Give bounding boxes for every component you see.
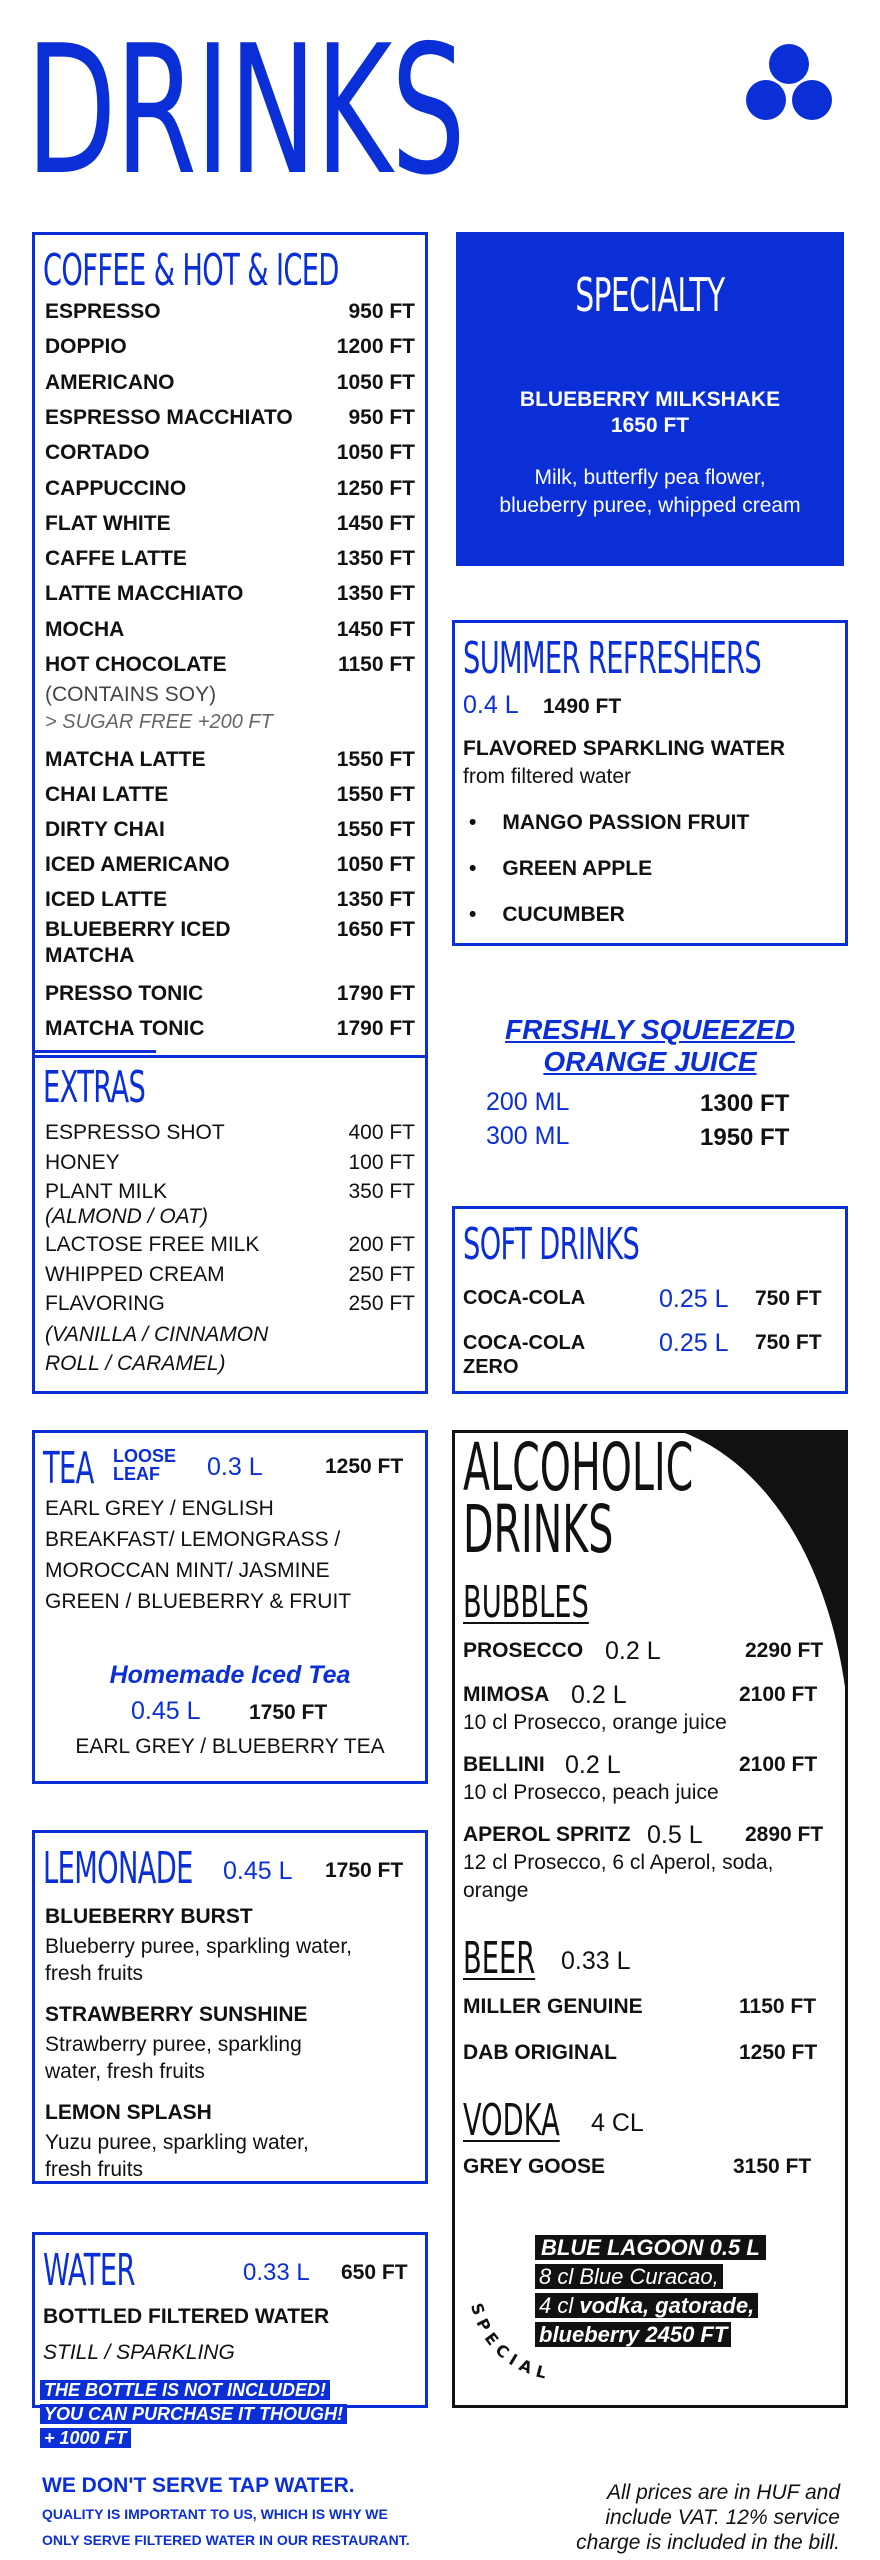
size: 0.25 L (659, 1285, 729, 1313)
tap-water-sub: ONLY SERVE FILTERED WATER IN OUR RESTAURANT. (42, 2532, 410, 2548)
lemonade-section (32, 1830, 428, 2184)
soft-title: SOFT DRINKS (463, 1219, 640, 1270)
tea-title: TEA (43, 1443, 94, 1494)
menu-item: MATCHA TONIC 1790 FT (45, 1017, 415, 1040)
extras-section (32, 1052, 428, 1394)
menu-item: ICED LATTE 1350 FT (45, 888, 415, 911)
lemonade-desc: Strawberry puree, sparkling (45, 2033, 302, 2056)
coffee-section (32, 232, 428, 1058)
menu-item: CORTADO 1050 FT (45, 441, 415, 465)
menu-item: CAFFE LATTE 1350 FT (45, 547, 415, 571)
summer-sub: from filtered water (463, 765, 632, 788)
specialty-section (456, 232, 844, 566)
menu-item: BELLINI (463, 1753, 545, 1776)
special-stamp (459, 2295, 599, 2395)
specialty-desc: Milk, butterfly pea flower, (534, 466, 766, 489)
specialty-name: BLUEBERRY MILKSHAKE (519, 388, 781, 411)
iced-tea-price: 1750 FT (249, 1701, 328, 1724)
menu-item: HONEY 100 FT (45, 1150, 415, 1174)
water-type: STILL / SPARKLING (43, 2341, 235, 2364)
menu-item: PRESSO TONIC 1790 FT (45, 982, 415, 1005)
iced-tea-flavors: EARL GREY / BLUEBERRY TEA (75, 1735, 385, 1758)
lemonade-item: BLUEBERRY BURST (45, 1905, 253, 1928)
tea-flavors: GREEN / BLUEBERRY & FRUIT (45, 1590, 352, 1613)
oj-size: 200 ML (486, 1088, 570, 1116)
menu-item: COCA-COLA (463, 1287, 586, 1309)
lemonade-desc: Yuzu puree, sparkling water, (45, 2131, 309, 2154)
water-name: BOTTLED FILTERED WATER (43, 2305, 330, 2328)
size: 0.5 L (647, 1821, 703, 1849)
size: 0.2 L (605, 1637, 661, 1665)
price-note: All prices are in HUF and include VAT. 12% service charge is included in the bill. (576, 2481, 840, 2554)
tap-water-note: WE DON'T SERVE TAP WATER. (42, 2474, 355, 2497)
price: 2890 FT (745, 1823, 824, 1846)
size: 0.2 L (571, 1681, 627, 1709)
flavor-item: • GREEN APPLE (469, 857, 653, 880)
lemonade-item: LEMON SPLASH (45, 2101, 212, 2124)
specialty-desc: blueberry puree, whipped cream (499, 494, 801, 517)
specialty-title: SPECIALTY (575, 268, 725, 322)
special-label: SPECIAL (466, 2300, 555, 2385)
oj-title: FRESHLY SQUEEZED (505, 1014, 795, 1045)
menu-item: DOPPIO 1200 FT (45, 335, 415, 359)
page-title: DRINKS (26, 7, 465, 214)
menu-item: HOT CHOCOLATE 1150 FT (45, 653, 415, 676)
sugar-free-note: > SUGAR FREE +200 FT (45, 711, 273, 733)
price: 750 FT (755, 1331, 822, 1354)
plant-milk-note: (ALMOND / OAT) (45, 1205, 208, 1228)
desc: orange (463, 1879, 529, 1902)
lemonade-desc: Blueberry puree, sparkling water, (45, 1935, 352, 1958)
bottle-note: THE BOTTLE IS NOT INCLUDED! YOU CAN PURCHASE IT THOUGH! + 1000 FT (40, 2378, 347, 2450)
summer-price: 1490 FT (543, 695, 622, 718)
lemonade-desc: fresh fruits (45, 1962, 144, 1985)
lemonade-desc: fresh fruits (45, 2158, 144, 2181)
price: 750 FT (755, 1287, 822, 1310)
oj-price: 1950 FT (700, 1124, 790, 1151)
vodka-title: VODKA (463, 2095, 560, 2146)
lemonade-size: 0.45 L (223, 1857, 293, 1885)
iced-tea-size: 0.45 L (131, 1697, 201, 1725)
size: 0.25 L (659, 1329, 729, 1357)
menu-item: BLUEBERRY ICED MATCHA 1650 FT (45, 918, 415, 967)
menu-item: ICED AMERICANO 1050 FT (45, 853, 415, 876)
iced-tea-title: Homemade Iced Tea (109, 1661, 351, 1689)
menu-item: PLANT MILK 350 FT (45, 1180, 415, 1203)
oj-size: 300 ML (486, 1122, 570, 1150)
summer-size: 0.4 L (463, 691, 519, 719)
menu-item: MOCHA 1450 FT (45, 617, 415, 641)
menu-item: CHAI LATTE 1550 FT (45, 783, 415, 806)
desc: 12 cl Prosecco, 6 cl Aperol, soda, (463, 1851, 774, 1874)
lemonade-title: LEMONADE (43, 1843, 193, 1894)
vodka-size: 4 CL (591, 2109, 644, 2137)
logo-icon (744, 40, 834, 124)
desc: 10 cl Prosecco, peach juice (463, 1781, 719, 1804)
menu-item: ESPRESSO 950 FT (45, 300, 415, 323)
oj-title: ORANGE JUICE (543, 1046, 757, 1077)
menu-item: DAB ORIGINAL (463, 2041, 617, 2064)
soft-section (452, 1206, 848, 1394)
tea-flavors: EARL GREY / ENGLISH (45, 1497, 274, 1520)
specialty-price: 1650 FT (610, 414, 690, 437)
lemonade-price: 1750 FT (325, 1859, 404, 1882)
menu-item: GREY GOOSE (463, 2155, 605, 2178)
desc: 10 cl Prosecco, orange juice (463, 1711, 727, 1734)
menu-item: APEROL SPRITZ (463, 1823, 631, 1846)
water-price: 650 FT (341, 2261, 408, 2284)
beer-size: 0.33 L (561, 1947, 631, 1975)
menu-item: FLAVORING 250 FT (45, 1292, 415, 1315)
tea-section (32, 1430, 428, 1784)
menu-item: LACTOSE FREE MILK 200 FT (45, 1233, 415, 1256)
price: 2100 FT (739, 1753, 818, 1776)
menu-item: LATTE MACCHIATO 1350 FT (45, 582, 415, 606)
tea-flavors: BREAKFAST/ LEMONGRASS / (45, 1528, 341, 1551)
flavor-item: • MANGO PASSION FRUIT (469, 811, 750, 834)
tea-price: 1250 FT (325, 1455, 404, 1478)
menu-item: DIRTY CHAI 1550 FT (45, 818, 415, 841)
price: 2290 FT (745, 1639, 824, 1662)
menu-item: MILLER GENUINE (463, 1995, 643, 2018)
hot-choc-note: (CONTAINS SOY) (45, 683, 217, 706)
menu-item: CAPPUCCINO 1250 FT (45, 476, 415, 500)
flavor-note: ROLL / CARAMEL) (45, 1352, 226, 1375)
flavor-note: (VANILLA / CINNAMON (45, 1323, 269, 1346)
coffee-title: COFFEE & HOT & ICED (43, 245, 339, 296)
price: 3150 FT (733, 2155, 812, 2178)
menu-item: ESPRESSO MACCHIATO 950 FT (45, 405, 415, 429)
svg-text:SPECIAL (467, 2301, 554, 2384)
menu-item: AMERICANO 1050 FT (45, 370, 415, 394)
price: 1150 FT (739, 1995, 817, 2018)
lemonade-item: STRAWBERRY SUNSHINE (45, 2003, 308, 2026)
water-title: WATER (43, 2245, 135, 2296)
tap-water-sub: QUALITY IS IMPORTANT TO US, WHICH IS WHY WE (42, 2506, 388, 2522)
tea-size: 0.3 L (207, 1453, 263, 1481)
tea-flavors: MOROCCAN MINT/ JASMINE (45, 1559, 330, 1582)
price: 1250 FT (739, 2041, 818, 2064)
menu-item: WHIPPED CREAM 250 FT (45, 1262, 415, 1286)
extras-title: EXTRAS (43, 1062, 146, 1113)
water-size: 0.33 L (243, 2259, 310, 2286)
summer-title: SUMMER REFRESHERS (463, 633, 762, 684)
menu-item: MATCHA LATTE 1550 FT (45, 748, 415, 771)
oj-section (452, 1010, 848, 1160)
alcohol-title: ALCOHOLIC DRINKS (463, 1430, 694, 1568)
alcohol-section (452, 1430, 848, 2408)
price: 2100 FT (739, 1683, 818, 1706)
menu-item: PROSECCO (463, 1639, 584, 1662)
menu-item: ESPRESSO SHOT 400 FT (45, 1121, 415, 1144)
menu-item: MIMOSA (463, 1683, 550, 1706)
oj-price: 1300 FT (700, 1090, 790, 1117)
size: 0.2 L (565, 1751, 621, 1779)
lemonade-desc: water, fresh fruits (45, 2060, 205, 2083)
summer-name: FLAVORED SPARKLING WATER (463, 737, 785, 760)
flavor-item: • CUCUMBER (469, 903, 625, 926)
menu-item: COCA-COLA ZERO (463, 1332, 586, 1378)
summer-section (452, 620, 848, 946)
blue-lagoon: BLUE LAGOON 0.5 L 8 cl Blue Curacao, 4 cl vodka, gatorade, blueberry 2450 FT (535, 2233, 766, 2349)
loose-leaf: LOOSE LEAF (113, 1446, 177, 1484)
beer-title: BEER (463, 1933, 536, 1984)
bubbles-title: BUBBLES (463, 1577, 589, 1628)
menu-item: FLAT WHITE 1450 FT (45, 511, 415, 535)
